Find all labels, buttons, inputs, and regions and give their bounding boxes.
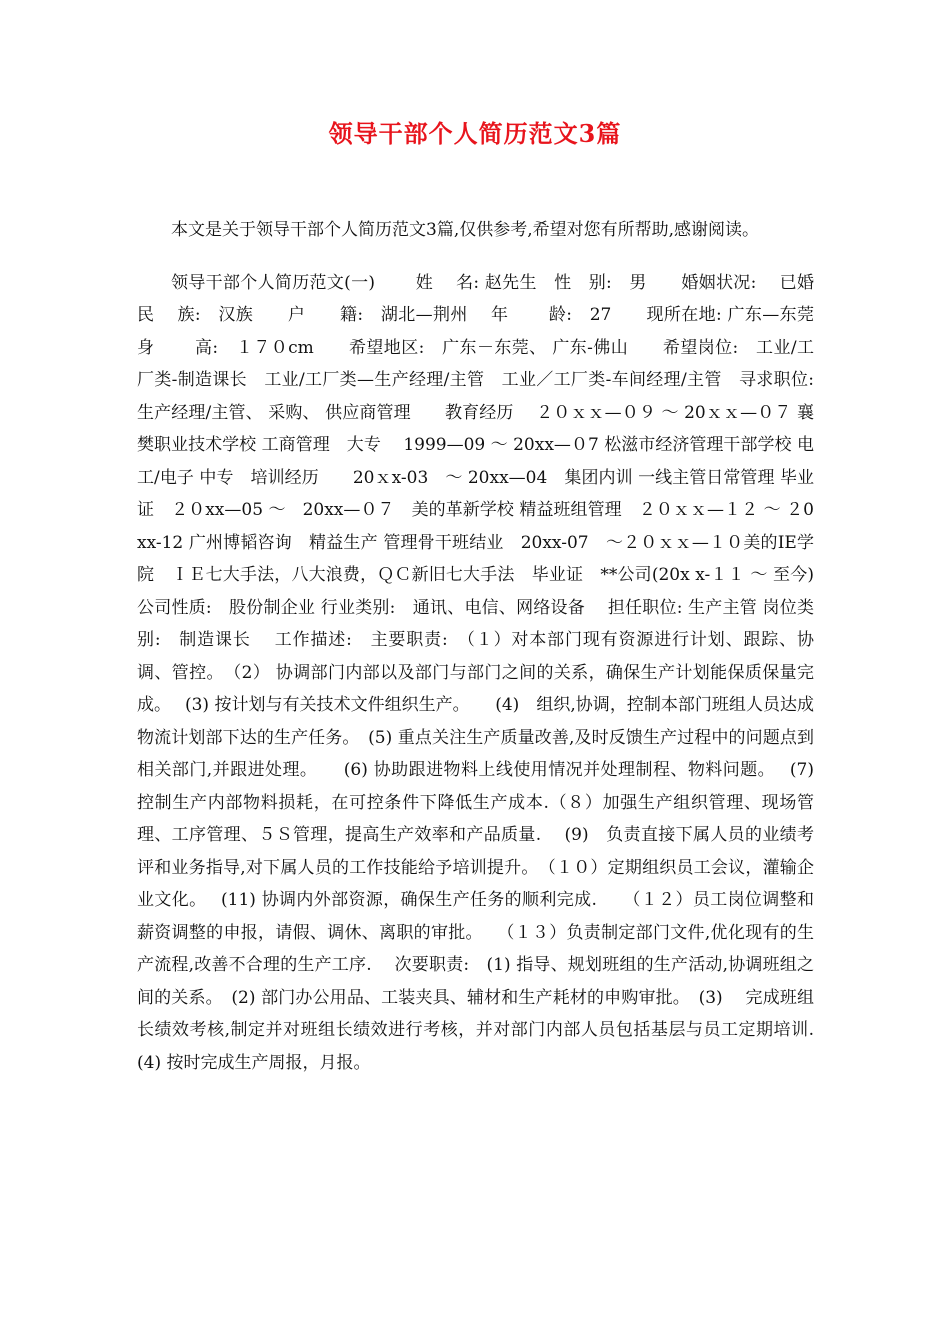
document-title: 领导干部个人简历范文3篇 <box>328 119 622 148</box>
intro-paragraph: 本文是关于领导干部个人简历范文3篇,仅供参考,希望对您有所帮助,感谢阅读。 <box>171 220 760 240</box>
resume-paragraph: 领导干部个人简历范文(一) 姓 名: 赵先生 性 别: 男 婚姻状况: 已婚 民 族: 汉族 户 籍: 湖北—荆州 年 龄: 27 现所在地: 广东—东莞 身 高: １７０cm 希望地区: 广东－东莞、 广东-佛山 希望岗位: 工业/工厂类-制造课长 工业/工厂类—生产经理/主管 工业／工厂类-车间经理/主管 寻求职位: 生产经理/主管、 采购、 供应商管理 教育经历 ２０ｘｘ—０９ ～ 20ｘｘ—０７ 襄樊职业技术学校 工商管理 大专 1999—09 ～ 20xx—０7 松滋市经济管理干部学校 电工/电子 中专 培训经历 20ｘx-03 ～ 20xx—04 集团内训 一线主管日常管理 毕业证 ２０xx—05 ～ 20xx—０７ 美的革新学校 精益班组管理 ２０ｘｘ—１２ ～ ２0xx-12 广州博韬咨询 精益生产 管理骨干班结业 20xx-07 ～２０ｘｘ—１０美的IE学院 ＩＥ七大手法，八大浪费，ＱＣ新旧七大手法 毕业证 **公司(20x x-１１ ～ 至今) 公司性质: 股份制企业 行业类别: 通讯、电信、网络设备 担任职位: 生产主管 岗位类别: 制造课长 工作描述: 主要职责: （１）对本部门现有资源进行计划、跟踪、协调、管控。 （2） 协调部门内部以及部门与部门之间的关系，确保生产计划能保质保量完成。 (3) 按计划与有关技术文件组织生产。 (4) 组织,协调，控制本部门班组人员达成物流计划部下达的生产任务。 (5) 重点关注生产质量改善,及时反馈生产过程中的问题点到相关部门,并跟进处理。 (6) 协助跟进物料上线使用情况并处理制程、物料问题。 (7) 控制生产内部物料损耗，在可控条件下降低生产成本.（８）加强生产组织管理、现场管理、工序管理、５Ｓ管理，提高生产效率和产品质量. (9) 负责直接下属人员的业绩考评和业务指导,对下属人员的工作技能给予培训提升。 （１０）定期组织员工会议，灌输企业文化。 (11) 协调内外部资源，确保生产任务的顺利完成. （１２）员工岗位调整和薪资调整的申报，请假、调休、离职的审批。 （１３）负责制定部门文件,优化现有的生产流程,改善不合理的生产工序. 次要职责: (1) 指导、规划班组的生产活动,协调班组之间的关系。 (2) 部门办公用品、工装夹具、辅材和生产耗材的申购审批。 (3) 完成班组长绩效考核,制定并对班组长绩效进行考核，并对部门内部人员包括基层与员工定期培训. (4) 按时完成生产周报，月报。 <box>137 272 848 1073</box>
document-body <box>137 214 848 1079</box>
